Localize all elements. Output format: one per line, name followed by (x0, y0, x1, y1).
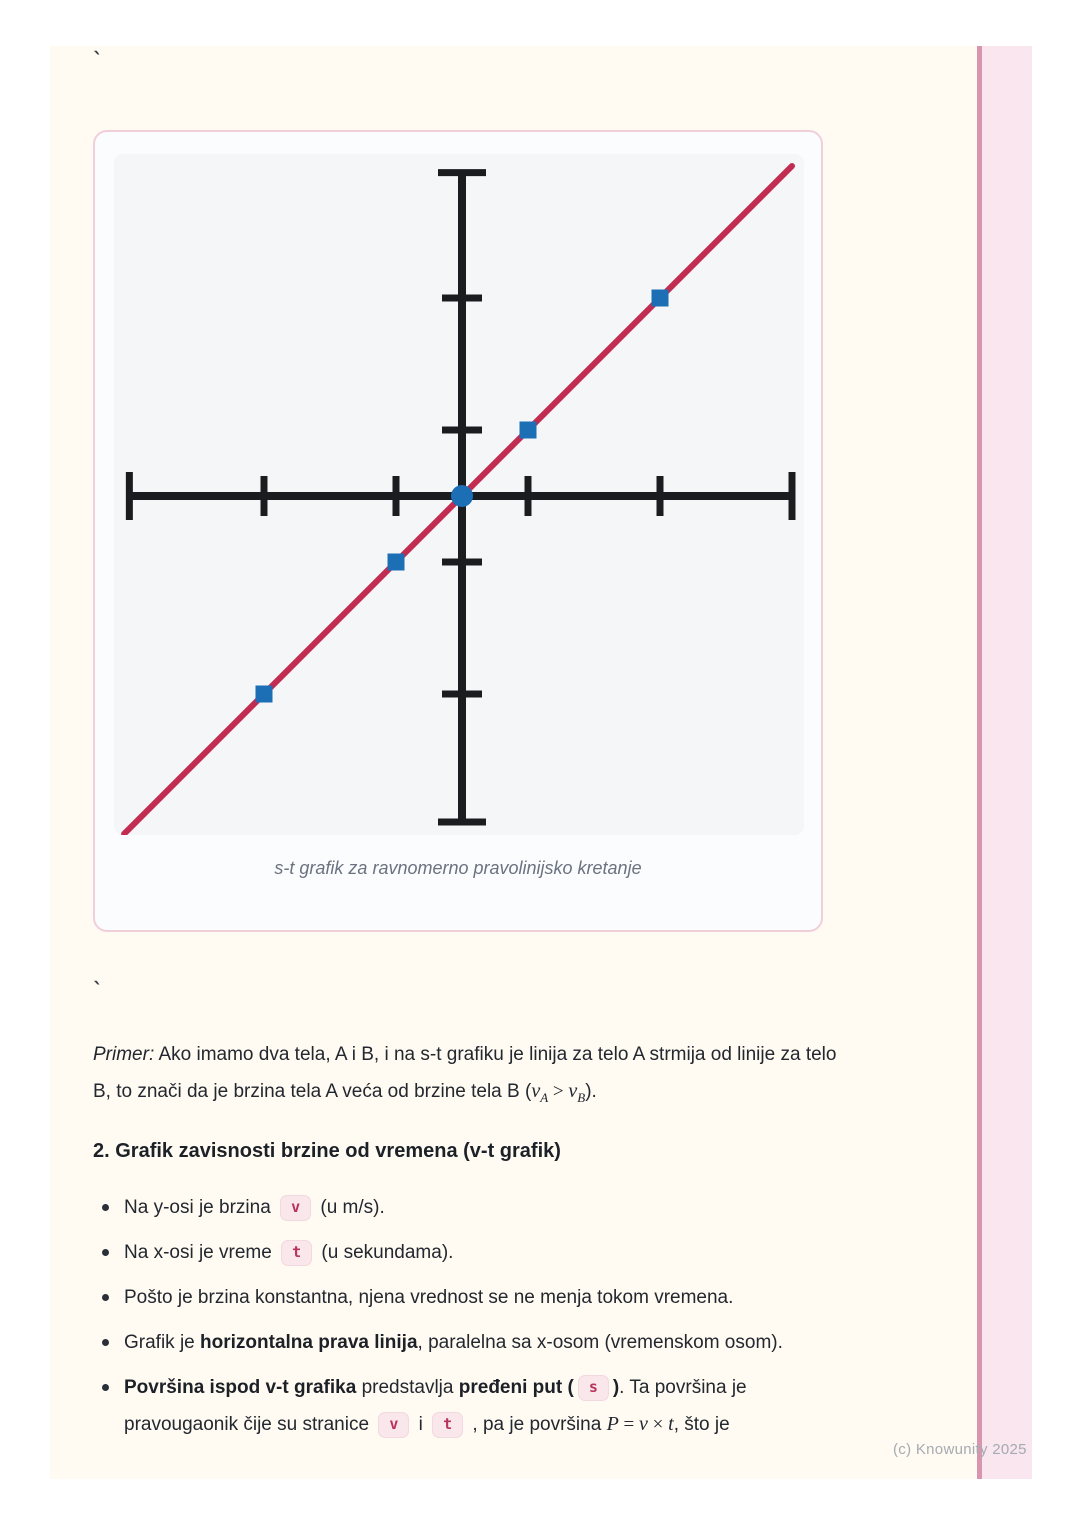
figure-caption: s-t grafik za ravnomerno pravolinijsko kretanje (274, 858, 642, 878)
bullet-dot (102, 1339, 109, 1346)
math-variable: $v_B$ (568, 1080, 586, 1105)
math-variable: $v_A$ (531, 1080, 549, 1105)
math-subscript: A (540, 1090, 549, 1105)
plain-text: (u m/s). (315, 1197, 385, 1218)
inline-code-badge: t (432, 1412, 463, 1438)
plain-text: Na x-osi je vreme (124, 1242, 278, 1263)
bullet-dot (102, 1294, 109, 1301)
math-variable: t (668, 1413, 674, 1435)
primer-paragraph (93, 1036, 839, 1110)
italic-text: Primer: (93, 1044, 155, 1065)
bullet-dot (102, 1249, 109, 1256)
plain-text: i (413, 1414, 429, 1435)
plain-text: , paralelna sa x-osom (vremenskom osom). (417, 1332, 783, 1353)
bold-text: horizontalna prava linija (200, 1332, 418, 1353)
stray-backtick-middle: ` (92, 978, 105, 1002)
list-item (93, 1280, 836, 1316)
bold-text: Površina ispod v-t grafika (124, 1377, 357, 1398)
figure-card (93, 130, 823, 932)
inline-code-badge: t (281, 1240, 312, 1266)
bullet-dot (102, 1384, 109, 1391)
plain-text: predstavlja (356, 1377, 459, 1398)
data-point (256, 686, 273, 703)
bullet-dot (102, 1204, 109, 1211)
list-item (93, 1370, 836, 1443)
bold-text: pređeni put ( (458, 1377, 574, 1398)
content-column (93, 1036, 839, 1452)
section-heading: 2. Grafik zavisnosti brzine od vremena (v-t grafik) (93, 1140, 561, 1162)
plain-text: Na y-osi je brzina (124, 1197, 277, 1218)
plain-text: (u sekundama). (316, 1242, 454, 1263)
list-item (93, 1325, 836, 1361)
math-variable: P (606, 1413, 619, 1435)
data-point (520, 422, 537, 439)
math-variable: v (639, 1413, 648, 1435)
math-operator: × (647, 1414, 669, 1435)
plain-text: ). (585, 1081, 597, 1102)
math-operator: = (618, 1414, 640, 1435)
inline-code-badge: s (578, 1375, 609, 1401)
math-operator: > (548, 1081, 569, 1102)
pink-edge-stripe (977, 46, 1032, 1479)
plain-text: Ako imamo dva tela, A i B, i na s-t grafiku je linija za telo A strmija od linije za telo B, to znači da je brzina tela A veća od brzine tela B ( (93, 1044, 837, 1102)
plain-text: . Ta površina je pravougaonik čije su stranice (124, 1377, 747, 1435)
math-subscript: B (577, 1090, 586, 1105)
chart-panel (114, 154, 804, 835)
inline-code-badge: v (378, 1412, 409, 1438)
plain-text: , pa je površina (467, 1414, 607, 1435)
bullet-list (93, 1190, 839, 1443)
inline-code-badge: v (280, 1195, 311, 1221)
plain-text: , što je (673, 1414, 730, 1435)
st-graph-svg (114, 154, 804, 835)
list-item (93, 1235, 836, 1271)
origin-point (451, 485, 473, 507)
data-point (652, 290, 669, 307)
list-item (93, 1190, 836, 1226)
plain-text: Grafik je (124, 1332, 201, 1353)
watermark: (c) Knowunity 2025 (893, 1441, 1027, 1458)
bold-text: ) (612, 1377, 620, 1398)
stray-backtick-top: ` (92, 48, 105, 72)
data-point (388, 554, 405, 571)
plain-text: Pošto je brzina konstantna, njena vrednost se ne menja tokom vremena. (124, 1287, 734, 1308)
